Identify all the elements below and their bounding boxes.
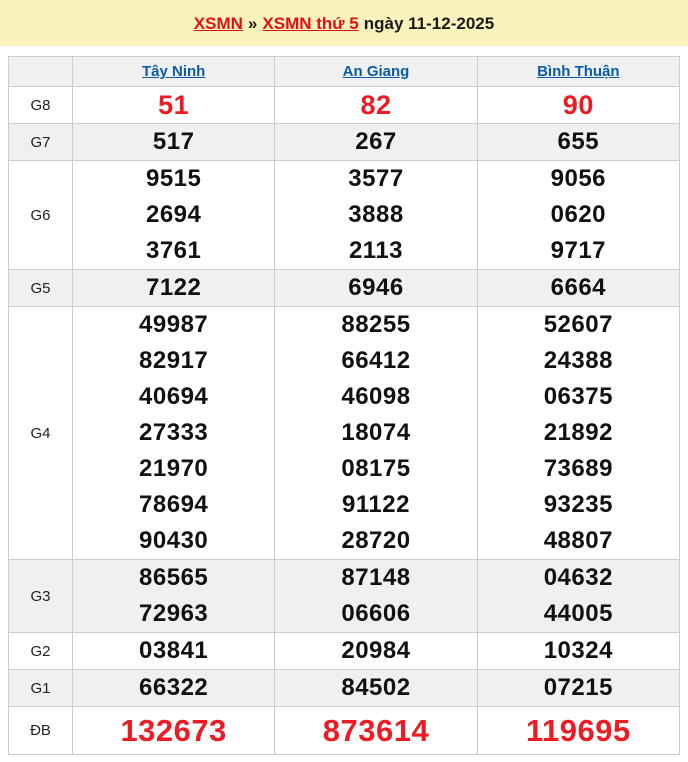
result-number: 10324 <box>543 637 613 664</box>
result-cell <box>275 270 477 307</box>
result-number: 08175 <box>341 455 411 482</box>
result-number: 87148 <box>341 564 411 591</box>
province-link-binh-thuan[interactable]: Bình Thuận <box>537 63 620 80</box>
result-cell <box>73 124 275 161</box>
result-number: 90430 <box>139 527 209 554</box>
prize-label: G2 <box>9 633 73 670</box>
result-number: 3888 <box>348 201 404 228</box>
prize-row-g6 <box>9 161 680 270</box>
result-cell <box>477 560 679 633</box>
result-cell <box>477 707 679 755</box>
prize-label: G7 <box>9 124 73 161</box>
result-number: 9515 <box>145 165 202 192</box>
result-number: 82917 <box>139 347 209 374</box>
result-cell <box>73 670 275 707</box>
result-cell <box>73 307 275 560</box>
result-number: 24388 <box>543 347 613 374</box>
prize-label: G5 <box>9 270 73 307</box>
result-cell <box>275 87 477 124</box>
prize-label: G4 <box>9 307 73 560</box>
column-header-row <box>9 57 680 87</box>
result-cell <box>73 633 275 670</box>
result-cell <box>275 707 477 755</box>
result-cell <box>477 670 679 707</box>
breadcrumb-separator: » <box>247 14 258 33</box>
result-number: 9056 <box>550 165 607 192</box>
result-number: 18074 <box>341 419 411 446</box>
result-cell <box>477 161 679 270</box>
result-number: 3577 <box>348 165 404 192</box>
prize-row-g4 <box>9 307 680 560</box>
prize-label: G3 <box>9 560 73 633</box>
xsmn-breadcrumb-link[interactable]: XSMN <box>193 14 243 33</box>
result-cell <box>275 670 477 707</box>
page-header <box>0 0 688 46</box>
result-number: 3761 <box>145 237 202 264</box>
prize-label: G8 <box>9 87 73 124</box>
results-table <box>8 56 680 755</box>
result-cell <box>477 270 679 307</box>
result-number: 07215 <box>543 674 613 701</box>
result-cell <box>477 633 679 670</box>
prize-label: ĐB <box>9 707 73 755</box>
result-number: 27333 <box>139 419 209 446</box>
prize-label: G6 <box>9 161 73 270</box>
result-number: 132673 <box>120 713 227 748</box>
result-number: 84502 <box>341 674 411 701</box>
result-number: 88255 <box>341 311 411 338</box>
result-cell <box>73 270 275 307</box>
result-number: 517 <box>152 128 195 155</box>
prize-row-g1 <box>9 670 680 707</box>
prize-row-g3 <box>9 560 680 633</box>
prize-row-g5 <box>9 270 680 307</box>
column-header-tay-ninh <box>73 57 275 87</box>
result-number: 49987 <box>139 311 209 338</box>
prize-row-g2 <box>9 633 680 670</box>
result-cell <box>477 124 679 161</box>
result-number: 03841 <box>139 637 209 664</box>
xsmn-day-link[interactable]: XSMN thứ 5 <box>262 14 359 33</box>
result-number: 119695 <box>525 713 631 748</box>
result-number: 66322 <box>139 674 209 701</box>
result-number: 2113 <box>348 237 404 264</box>
result-number: 40694 <box>139 383 209 410</box>
draw-date-text: ngày 11-12-2025 <box>363 14 495 33</box>
result-number: 28720 <box>341 527 411 554</box>
result-number: 267 <box>355 128 397 155</box>
result-cell <box>275 161 477 270</box>
result-number: 91122 <box>342 491 410 518</box>
result-number: 7122 <box>145 274 202 301</box>
result-cell <box>73 560 275 633</box>
result-number: 46098 <box>341 383 411 410</box>
result-cell <box>477 307 679 560</box>
result-number: 04632 <box>543 564 613 591</box>
result-cell <box>275 124 477 161</box>
result-number: 90 <box>562 90 594 120</box>
prize-label: G1 <box>9 670 73 707</box>
prize-row-g8 <box>9 87 680 124</box>
result-number: 44005 <box>543 600 613 627</box>
result-number: 93235 <box>543 491 613 518</box>
prize-row-g7 <box>9 124 680 161</box>
result-cell <box>73 707 275 755</box>
column-header-binh-thuan <box>477 57 679 87</box>
result-number: 873614 <box>322 713 430 748</box>
result-number: 06375 <box>543 383 613 410</box>
result-number: 21892 <box>543 419 613 446</box>
result-number: 73689 <box>543 455 613 482</box>
result-number: 72963 <box>139 600 209 627</box>
result-number: 51 <box>158 90 190 120</box>
result-number: 21970 <box>139 455 209 482</box>
result-number: 0620 <box>550 201 607 228</box>
result-cell <box>73 161 275 270</box>
result-number: 52607 <box>543 311 613 338</box>
result-number: 655 <box>557 128 600 155</box>
province-link-tay-ninh[interactable]: Tây Ninh <box>141 63 206 80</box>
result-number: 48807 <box>543 527 613 554</box>
province-link-an-giang[interactable]: An Giang <box>342 63 410 80</box>
result-cell <box>73 87 275 124</box>
result-cell <box>477 87 679 124</box>
result-cell <box>275 307 477 560</box>
result-number: 2694 <box>145 201 202 228</box>
result-number: 6664 <box>550 274 607 301</box>
result-number: 06606 <box>341 600 411 627</box>
result-number: 66412 <box>341 347 411 374</box>
result-number: 78694 <box>139 491 209 518</box>
prize-row-đb <box>9 707 680 755</box>
result-cell <box>275 560 477 633</box>
corner-cell <box>9 57 73 87</box>
result-number: 6946 <box>348 274 404 301</box>
result-number: 9717 <box>550 237 607 264</box>
result-number: 20984 <box>341 637 411 664</box>
result-number: 86565 <box>139 564 209 591</box>
result-number: 82 <box>360 90 392 120</box>
column-header-an-giang <box>275 57 477 87</box>
result-cell <box>275 633 477 670</box>
